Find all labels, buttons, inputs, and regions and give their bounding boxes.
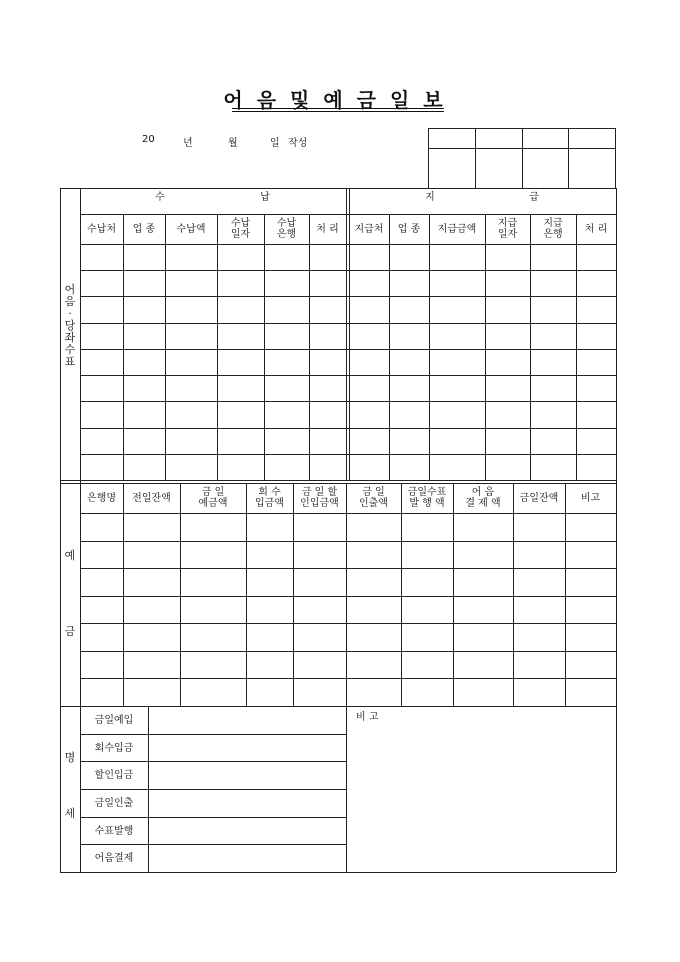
section2-side-label-1: 예 — [64, 549, 76, 562]
deposit-entry-cell[interactable] — [514, 597, 564, 623]
deposit-entry-cell[interactable] — [347, 652, 400, 678]
deposit-entry-cell[interactable] — [454, 514, 512, 540]
deposit-entry-cell[interactable] — [247, 542, 292, 568]
deposit-entry-cell[interactable] — [181, 624, 245, 650]
payment-entry-cell[interactable] — [430, 402, 484, 426]
payment-entry-cell[interactable] — [430, 455, 484, 479]
deposit-entry-cell[interactable] — [514, 514, 564, 540]
payment-entry-cell[interactable] — [531, 376, 575, 400]
payment-column-header: 지급처 — [354, 223, 384, 235]
receipt-entry-cell[interactable] — [124, 350, 164, 374]
receipt-entry-cell[interactable] — [124, 324, 164, 348]
receipt-entry-cell[interactable] — [166, 245, 216, 269]
detail-row-label: 금일인출 — [94, 797, 134, 809]
deposit-entry-cell[interactable] — [81, 652, 122, 678]
frame-left — [60, 188, 61, 872]
approval-cell[interactable] — [475, 149, 522, 189]
receipt-entry-cell[interactable] — [81, 455, 122, 479]
deposit-entry-cell[interactable] — [347, 624, 400, 650]
receipt-entry-cell[interactable] — [310, 297, 345, 321]
frame-right — [616, 188, 617, 872]
detail-row-label: 수표발행 — [94, 825, 134, 837]
approval-cell[interactable] — [429, 149, 476, 189]
payment-column-header: 지급 은행 — [543, 218, 563, 240]
deposit-entry-cell[interactable] — [181, 514, 245, 540]
payment-entry-cell[interactable] — [577, 245, 615, 269]
deposit-entry-cell[interactable] — [124, 679, 179, 705]
payment-entry-cell[interactable] — [577, 271, 615, 295]
approval-cell[interactable] — [522, 149, 569, 189]
receipt-entry-cell[interactable] — [265, 402, 308, 426]
payment-entry-cell[interactable] — [486, 245, 529, 269]
deposit-entry-cell[interactable] — [347, 597, 400, 623]
deposit-entry-cell[interactable] — [294, 542, 345, 568]
deposit-entry-cell[interactable] — [124, 569, 179, 595]
deposit-entry-cell[interactable] — [124, 652, 179, 678]
receipt-entry-cell[interactable] — [265, 324, 308, 348]
payment-entry-cell[interactable] — [531, 324, 575, 348]
detail-row-label: 할인입금 — [94, 769, 134, 781]
deposit-entry-cell[interactable] — [454, 652, 512, 678]
deposit-entry-cell[interactable] — [247, 652, 292, 678]
deposit-entry-cell[interactable] — [247, 597, 292, 623]
deposit-entry-cell[interactable] — [347, 679, 400, 705]
payment-entry-cell[interactable] — [390, 350, 428, 374]
payment-entry-cell[interactable] — [577, 324, 615, 348]
receipt-entry-cell[interactable] — [218, 324, 263, 348]
receipt-entry-cell[interactable] — [310, 324, 345, 348]
detail-amount-cell[interactable] — [149, 790, 345, 816]
receipt-entry-cell[interactable] — [310, 376, 345, 400]
receipt-entry-cell[interactable] — [124, 271, 164, 295]
receipt-entry-cell[interactable] — [218, 402, 263, 426]
deposit-entry-cell[interactable] — [294, 597, 345, 623]
approval-cell[interactable] — [569, 149, 616, 189]
deposit-column-header: 금일수표 발 행 액 — [407, 487, 447, 509]
payment-entry-cell[interactable] — [430, 245, 484, 269]
deposit-entry-cell[interactable] — [247, 679, 292, 705]
receipt-column-header: 수납액 — [176, 223, 206, 235]
payment-entry-cell[interactable] — [577, 455, 615, 479]
receipt-column-header: 수납 은행 — [276, 218, 297, 240]
receipt-entry-cell[interactable] — [81, 245, 122, 269]
deposit-column-header: 금 일 인출액 — [359, 487, 388, 509]
receipt-entry-cell[interactable] — [218, 376, 263, 400]
deposit-column-header: 금일잔액 — [519, 492, 559, 504]
detail-row-label: 금일예입 — [94, 714, 134, 726]
payment-entry-cell[interactable] — [486, 402, 529, 426]
document-title: 어음및예금일보 — [223, 88, 457, 112]
payment-entry-cell[interactable] — [531, 350, 575, 374]
approval-cell[interactable] — [475, 129, 522, 149]
payment-entry-cell[interactable] — [350, 402, 388, 426]
approval-box — [428, 128, 616, 189]
receipt-entry-cell[interactable] — [124, 429, 164, 453]
frame-top — [60, 188, 616, 189]
deposit-entry-cell[interactable] — [294, 514, 345, 540]
payment-entry-cell[interactable] — [531, 429, 575, 453]
payment-entry-cell[interactable] — [486, 297, 529, 321]
receipt-entry-cell[interactable] — [218, 245, 263, 269]
payment-entry-cell[interactable] — [531, 245, 575, 269]
section2-side-label-2: 금 — [64, 625, 76, 638]
deposit-column-header: 비고 — [580, 492, 601, 504]
receipt-entry-cell[interactable] — [81, 402, 122, 426]
detail-row-label: 회수입금 — [94, 742, 134, 754]
deposit-entry-cell[interactable] — [294, 624, 345, 650]
deposit-entry-cell[interactable] — [566, 542, 615, 568]
section3-side-label-2: 세 — [64, 807, 76, 820]
deposit-entry-cell[interactable] — [402, 624, 452, 650]
payment-entry-cell[interactable] — [390, 245, 428, 269]
payment-header-1: 지 — [425, 192, 435, 203]
receipt-column-header: 수납 일자 — [230, 218, 251, 240]
receipt-entry-cell[interactable] — [310, 350, 345, 374]
deposit-entry-cell[interactable] — [454, 624, 512, 650]
payment-entry-cell[interactable] — [486, 324, 529, 348]
payment-entry-cell[interactable] — [430, 297, 484, 321]
receipt-column-header: 업 종 — [132, 223, 156, 235]
deposit-entry-cell[interactable] — [566, 652, 615, 678]
month-label: 월 — [228, 138, 238, 149]
deposit-column-header: 전일잔액 — [132, 492, 171, 504]
day-label: 일 — [270, 138, 280, 149]
receipt-entry-cell[interactable] — [310, 402, 345, 426]
payment-entry-cell[interactable] — [390, 271, 428, 295]
deposit-entry-cell[interactable] — [347, 569, 400, 595]
deposit-entry-cell[interactable] — [402, 679, 452, 705]
deposit-entry-cell[interactable] — [294, 569, 345, 595]
payment-entry-cell[interactable] — [486, 376, 529, 400]
section1-bottom — [60, 480, 616, 481]
payment-column-header: 처 리 — [584, 223, 608, 235]
payment-entry-cell[interactable] — [486, 455, 529, 479]
receipt-entry-cell[interactable] — [81, 429, 122, 453]
receipt-entry-cell[interactable] — [124, 376, 164, 400]
receipt-column-header: 수납처 — [87, 223, 116, 235]
deposit-entry-cell[interactable] — [402, 652, 452, 678]
receipt-entry-cell[interactable] — [166, 297, 216, 321]
payment-entry-cell[interactable] — [486, 271, 529, 295]
detail-amount-cell[interactable] — [149, 707, 345, 733]
receipt-entry-cell[interactable] — [166, 455, 216, 479]
approval-cell[interactable] — [429, 129, 476, 149]
receipt-entry-cell[interactable] — [218, 297, 263, 321]
payment-entry-cell[interactable] — [350, 455, 388, 479]
payment-entry-cell[interactable] — [390, 297, 428, 321]
deposit-entry-cell[interactable] — [514, 542, 564, 568]
payment-entry-cell[interactable] — [531, 402, 575, 426]
payment-entry-cell[interactable] — [577, 350, 615, 374]
deposit-entry-cell[interactable] — [566, 597, 615, 623]
payment-entry-cell[interactable] — [430, 324, 484, 348]
receipt-entry-cell[interactable] — [166, 402, 216, 426]
section1-center-divider — [346, 188, 347, 480]
payment-entry-cell[interactable] — [390, 402, 428, 426]
payment-entry-cell[interactable] — [430, 271, 484, 295]
payment-entry-cell[interactable] — [577, 376, 615, 400]
detail-amount-cell[interactable] — [149, 762, 345, 788]
receipt-entry-cell[interactable] — [124, 245, 164, 269]
deposit-entry-cell[interactable] — [247, 569, 292, 595]
payment-entry-cell[interactable] — [350, 271, 388, 295]
section1-side-text: 어음·당좌수표 — [64, 283, 76, 368]
deposit-column-header: 금 일 예금액 — [198, 487, 228, 509]
payment-entry-cell[interactable] — [486, 350, 529, 374]
payment-entry-cell[interactable] — [531, 455, 575, 479]
deposit-entry-cell[interactable] — [514, 569, 564, 595]
detail-amount-cell[interactable] — [149, 735, 345, 761]
deposit-entry-cell[interactable] — [247, 624, 292, 650]
receipt-entry-cell[interactable] — [124, 402, 164, 426]
title-underline-double — [232, 111, 444, 112]
receipt-entry-cell[interactable] — [81, 297, 122, 321]
deposit-entry-cell[interactable] — [124, 624, 179, 650]
receipt-header-2: 납 — [260, 192, 270, 203]
receipt-entry-cell[interactable] — [310, 245, 345, 269]
deposit-entry-cell[interactable] — [294, 679, 345, 705]
year-label: 년 — [183, 138, 193, 149]
receipt-entry-cell[interactable] — [124, 455, 164, 479]
deposit-entry-cell[interactable] — [124, 514, 179, 540]
remarks-area[interactable] — [347, 726, 615, 870]
deposit-column-header: 회 수 입금액 — [255, 487, 284, 509]
payment-entry-cell[interactable] — [430, 429, 484, 453]
approval-cell[interactable] — [569, 129, 616, 149]
receipt-entry-cell[interactable] — [265, 297, 308, 321]
receipt-entry-cell[interactable] — [265, 245, 308, 269]
deposit-column-header: 은행명 — [87, 492, 116, 504]
detail-amount-cell[interactable] — [149, 818, 345, 844]
frame-bottom — [60, 872, 616, 873]
receipt-column-header: 처 리 — [316, 223, 339, 235]
payment-entry-cell[interactable] — [350, 350, 388, 374]
deposit-entry-cell[interactable] — [124, 542, 179, 568]
deposit-entry-cell[interactable] — [81, 542, 122, 568]
deposit-entry-cell[interactable] — [514, 652, 564, 678]
deposit-entry-cell[interactable] — [181, 679, 245, 705]
receipt-entry-cell[interactable] — [166, 376, 216, 400]
receipt-entry-cell[interactable] — [310, 271, 345, 295]
payment-entry-cell[interactable] — [486, 429, 529, 453]
deposit-entry-cell[interactable] — [566, 569, 615, 595]
receipt-entry-cell[interactable] — [218, 429, 263, 453]
payment-entry-cell[interactable] — [390, 376, 428, 400]
deposit-entry-cell[interactable] — [181, 569, 245, 595]
year-prefix: 20 — [142, 134, 155, 145]
receipt-entry-cell[interactable] — [218, 271, 263, 295]
payment-entry-cell[interactable] — [531, 271, 575, 295]
receipt-entry-cell[interactable] — [81, 271, 122, 295]
payment-column-header: 지급금액 — [437, 223, 477, 235]
receipt-entry-cell[interactable] — [265, 350, 308, 374]
receipt-entry-cell[interactable] — [81, 324, 122, 348]
deposit-entry-cell[interactable] — [514, 624, 564, 650]
deposit-entry-cell[interactable] — [247, 514, 292, 540]
deposit-entry-cell[interactable] — [81, 597, 122, 623]
deposit-entry-cell[interactable] — [81, 679, 122, 705]
deposit-entry-cell[interactable] — [514, 679, 564, 705]
payment-entry-cell[interactable] — [577, 402, 615, 426]
receipt-entry-cell[interactable] — [166, 350, 216, 374]
payment-entry-cell[interactable] — [390, 455, 428, 479]
deposit-entry-cell[interactable] — [402, 569, 452, 595]
receipt-entry-cell[interactable] — [218, 455, 263, 479]
payment-column-header: 업 종 — [397, 223, 421, 235]
payment-entry-cell[interactable] — [390, 429, 428, 453]
deposit-entry-cell[interactable] — [81, 569, 122, 595]
payment-entry-cell[interactable] — [577, 429, 615, 453]
receipt-entry-cell[interactable] — [81, 376, 122, 400]
receipt-entry-cell[interactable] — [218, 350, 263, 374]
remarks-label: 비 고 — [356, 712, 379, 723]
detail-row-label: 어음결제 — [94, 852, 134, 864]
payment-entry-cell[interactable] — [577, 297, 615, 321]
payment-entry-cell[interactable] — [350, 324, 388, 348]
receipt-header-1: 수 — [155, 192, 165, 203]
deposit-entry-cell[interactable] — [454, 569, 512, 595]
receipt-entry-cell[interactable] — [166, 324, 216, 348]
deposit-entry-cell[interactable] — [181, 542, 245, 568]
payment-entry-cell[interactable] — [531, 297, 575, 321]
deposit-entry-cell[interactable] — [181, 597, 245, 623]
receipt-entry-cell[interactable] — [265, 376, 308, 400]
deposit-entry-cell[interactable] — [347, 514, 400, 540]
deposit-entry-cell[interactable] — [347, 542, 400, 568]
section1-side-label — [62, 284, 78, 368]
deposit-entry-cell[interactable] — [566, 514, 615, 540]
deposit-entry-cell[interactable] — [454, 542, 512, 568]
deposit-entry-cell[interactable] — [566, 624, 615, 650]
deposit-entry-cell[interactable] — [402, 514, 452, 540]
deposit-entry-cell[interactable] — [454, 597, 512, 623]
receipt-entry-cell[interactable] — [124, 297, 164, 321]
deposit-entry-cell[interactable] — [81, 624, 122, 650]
receipt-entry-cell[interactable] — [265, 429, 308, 453]
deposit-column-header: 어 음 결 제 액 — [465, 487, 501, 509]
payment-header-2: 급 — [529, 192, 539, 203]
deposit-entry-cell[interactable] — [181, 652, 245, 678]
receipt-entry-cell[interactable] — [310, 455, 345, 479]
title-underline — [232, 108, 444, 109]
payment-entry-cell[interactable] — [430, 376, 484, 400]
payment-entry-cell[interactable] — [430, 350, 484, 374]
approval-cell[interactable] — [522, 129, 569, 149]
deposit-entry-cell[interactable] — [402, 597, 452, 623]
written-label: 작성 — [288, 138, 308, 149]
receipt-entry-cell[interactable] — [166, 271, 216, 295]
section3-side-label-1: 명 — [64, 751, 76, 764]
deposit-entry-cell[interactable] — [81, 514, 122, 540]
receipt-entry-cell[interactable] — [310, 429, 345, 453]
receipt-entry-cell[interactable] — [265, 455, 308, 479]
deposit-entry-cell[interactable] — [402, 542, 452, 568]
receipt-entry-cell[interactable] — [265, 271, 308, 295]
receipt-entry-cell[interactable] — [166, 429, 216, 453]
deposit-entry-cell[interactable] — [124, 597, 179, 623]
deposit-entry-cell[interactable] — [566, 679, 615, 705]
payment-entry-cell[interactable] — [350, 297, 388, 321]
payment-entry-cell[interactable] — [350, 376, 388, 400]
payment-entry-cell[interactable] — [350, 429, 388, 453]
deposit-column-header: 금 일 할 인입금액 — [300, 487, 339, 509]
payment-column-header: 지급 일자 — [497, 218, 518, 240]
payment-entry-cell[interactable] — [350, 245, 388, 269]
deposit-entry-cell[interactable] — [454, 679, 512, 705]
payment-entry-cell[interactable] — [390, 324, 428, 348]
detail-amount-cell[interactable] — [149, 845, 345, 871]
receipt-entry-cell[interactable] — [81, 350, 122, 374]
deposit-entry-cell[interactable] — [294, 652, 345, 678]
